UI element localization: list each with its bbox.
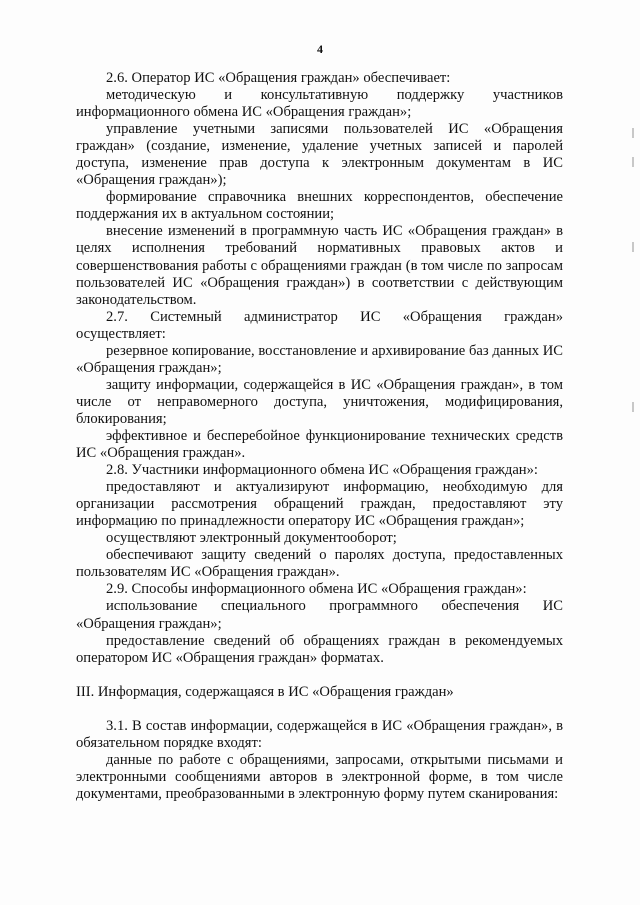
paragraph-2-6: 2.6. Оператор ИС «Обращения граждан» обеспечивает: bbox=[106, 70, 451, 86]
paragraph-special-software: использование специального программного обеспечения ИС «Обращения граждан»; bbox=[76, 598, 563, 632]
paragraph-password-protection: обеспечивают защиту сведений о паролях доступа, предоставленных пользователям ИС «Обращения граждан». bbox=[76, 547, 563, 581]
paragraph-provide-information: предоставляют и актуализируют информацию, необходимую для организации рассмотрения обращений граждан, предоставляют эту информацию по принадлежности оператору ИС «Обращения граждан»; bbox=[76, 479, 563, 530]
document-body bbox=[76, 70, 563, 803]
paragraph-software-changes: внесение изменений в программную часть ИС «Обращения граждан» в целях исполнения требований нормативных правовых актов и совершенствования работы с обращениями граждан (в том числе по запросам пользователей ИС «Обращения граждан») в соответствии с действующим законодательством. bbox=[76, 223, 563, 308]
paragraph-methodical-support: методическую и консультативную поддержку участников информационного обмена ИС «Обращения граждан»; bbox=[76, 87, 563, 121]
margin-mark bbox=[632, 242, 634, 252]
paragraph-document-flow: осуществляют электронный документооборот; bbox=[106, 530, 397, 547]
section-heading: III. Информация, содержащаяся в ИС «Обращения граждан» bbox=[76, 683, 454, 700]
paragraph-account-management: управление учетными записями пользователей ИС «Обращения граждан» (создание, изменение, удаление учетных записей и паролей доступа, изменение прав доступа к электронным документам в ИС «Обращения граждан»); bbox=[76, 121, 563, 189]
paragraph-hardware-operation: эффективное и бесперебойное функционирование технических средств ИС «Обращения граждан». bbox=[76, 427, 563, 462]
paragraph-3-1: 3.1. В состав информации, содержащейся в ИС «Обращения граждан», в обязательном порядке входят: bbox=[76, 717, 563, 751]
paragraph-correspondents-directory: формирование справочника внешних корреспондентов, обеспечение поддержания их в актуальном состоянии; bbox=[76, 189, 563, 223]
margin-mark bbox=[632, 157, 634, 167]
paragraph-backup: резервное копирование, восстановление и архивирование баз данных ИС «Обращения граждан»; bbox=[76, 342, 563, 376]
page-number: 4 bbox=[317, 42, 323, 56]
margin-mark bbox=[632, 402, 634, 412]
paragraph-appeals-data: данные по работе с обращениями, запросами, открытыми письмами и электронными сообщениями авторов в электронной форме, в том числе документами, преобразованными в электронную форму путем сканирования: bbox=[76, 751, 563, 802]
paragraph-2-9: 2.9. Способы информационного обмена ИС «Обращения граждан»: bbox=[106, 581, 527, 598]
paragraph-recommended-formats: предоставление сведений об обращениях граждан в рекомендуемых оператором ИС «Обращения граждан» форматах. bbox=[76, 632, 563, 666]
margin-mark bbox=[632, 128, 634, 138]
paragraph-information-protection: защиту информации, содержащейся в ИС «Обращения граждан», в том числе от неправомерного доступа, уничтожения, модифицирования, блокирования; bbox=[76, 376, 563, 427]
paragraph-2-7: 2.7. Системный администратор ИС «Обращения граждан» осуществляет: bbox=[76, 308, 563, 342]
paragraph-2-8: 2.8. Участники информационного обмена ИС «Обращения граждан»: bbox=[106, 462, 538, 479]
